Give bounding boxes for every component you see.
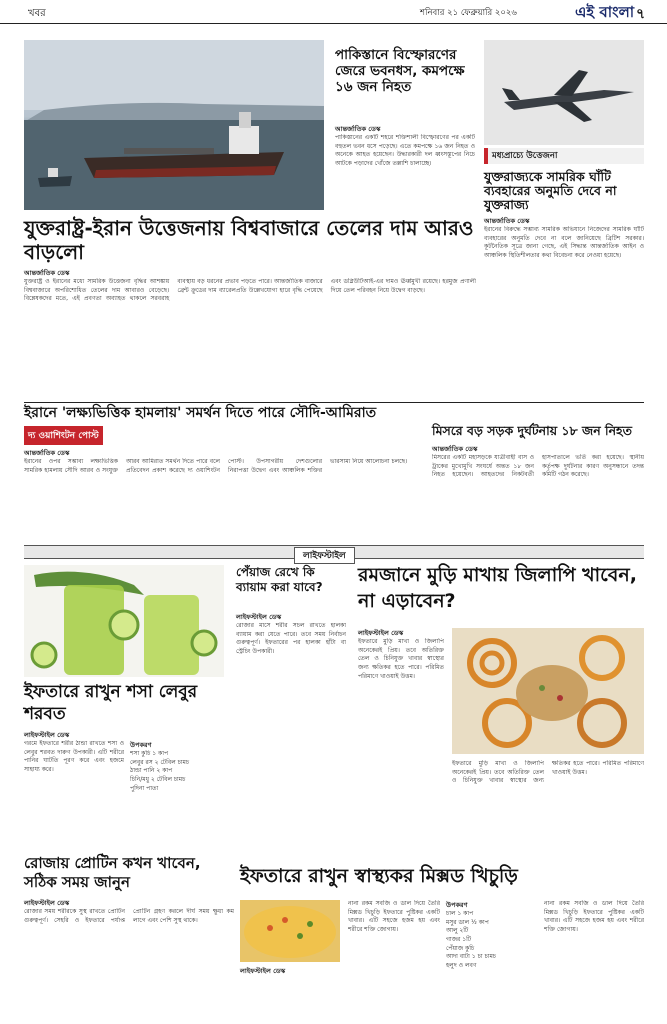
- jet-photo: [484, 40, 644, 145]
- ship-icon: [24, 40, 324, 210]
- fighter-jet-icon: [484, 40, 644, 145]
- story8-body-cont: ইফতারে মুড়ি মাখা ও জিলাপি অনেকেরই প্রিয়। তবে অতিরিক্ত তেল ও চিনিযুক্ত খাবার স্বাস্থ্যের জন্য ক্ষতিকর হতে পারে। পরিমিত পরিমাণে খাওয়াই উত্তম।: [452, 760, 644, 785]
- drink-glass-icon: [24, 565, 224, 677]
- issue-date: শনিবার ২১ ফেব্রুয়ারি ২০২৬: [420, 8, 517, 18]
- story9-headline: রোজায় প্রোটিন কখন খাবেন, সঠিক সময় জানুন: [24, 854, 201, 892]
- divider: [24, 402, 644, 403]
- section-label: খবর: [28, 8, 46, 19]
- brand-logo: এই বাংলা: [575, 3, 635, 21]
- khichuri-bowl-icon: [240, 900, 340, 962]
- lifestyle-section-bar: [24, 545, 644, 559]
- story4-byline: আন্তর্জাতিক ডেস্ক: [24, 449, 70, 457]
- story4-body: ইরানের ওপর সম্ভাব্য লক্ষ্যভিত্তিক সামরিক হামলায় সৌদি আরব ও সংযুক্ত আরব আমিরাত সমর্থন দিতে পারে বলে প্রতিবেদন প্রকাশ করেছে দ্য ওয়াশিংটন পোস্ট। উপসাগরীয় দেশগুলোর নিরাপত্তা উদ্বেগ এবং আঞ্চলিক শক্তির ভারসাম্য নিয়ে আলোচনা চলছে।: [24, 458, 408, 474]
- story10-ingredients-title: উপকরণ: [446, 901, 468, 909]
- story3-byline: আন্তর্জাতিক ডেস্ক: [484, 217, 530, 225]
- story8-byline: লাইফস্টাইল ডেস্ক: [358, 629, 404, 637]
- story9-body: রোজার সময় শরীরকে সুস্থ রাখতে প্রোটিন গুরুত্বপূর্ণ। সেহরি ও ইফতারে পর্যাপ্ত প্রোটিন গ্রহণ করলে দীর্ঘ সময় ক্ষুধা কম লাগে এবং পেশি সুস্থ থাকে।: [24, 908, 234, 924]
- story10-byline: লাইফস্টাইল ডেস্ক: [240, 967, 286, 975]
- list-item: গাজর ১টি: [446, 936, 472, 944]
- story3-headline: যুক্তরাজ্যকে সামরিক ঘাঁটি ব্যবহারের অনুমতি দেবে না যুক্তরাজ্য: [484, 169, 617, 212]
- story3-tag-text: মধ্যপ্রাচ্যে উত্তেজনা: [492, 151, 558, 161]
- story5-byline: আন্তর্জাতিক ডেস্ক: [432, 445, 478, 453]
- list-item: আলু ২টি: [446, 927, 469, 935]
- list-item: চিনি/মধু ২ টেবিল চামচ: [130, 776, 186, 784]
- jilapi-icon: [452, 628, 644, 754]
- list-item: পেঁয়াজ কুচি: [446, 944, 475, 952]
- source-badge: দ্য ওয়াশিংটন পোস্ট: [24, 426, 103, 445]
- story3-body: ইরানের বিরুদ্ধে সম্ভাব্য সামরিক অভিযানে নিজেদের সামরিক ঘাঁটি ব্যবহারের অনুমতি দেবে না বলে জানিয়েছে ব্রিটিশ সরকার। কূটনৈতিক সূত্রে জানা গেছে, এই সিদ্ধান্ত আন্তর্জাতিক আইন ও আঞ্চলিক স্থিতিশীলতার কথা বিবেচনা করে নেওয়া হয়েছে।: [484, 226, 644, 260]
- story4-headline: ইরানে 'লক্ষ্যভিত্তিক হামলায়' সমর্থন দিতে পারে সৌদি-আমিরাত: [24, 405, 377, 421]
- story7-body: রোজার মাসে শরীর সচল রাখতে হালকা ব্যায়াম করা যেতে পারে। তবে সময় নির্বাচন গুরুত্বপূর্ণ। ইফতারের পর হালকা হাঁটা বা স্ট্রেচিং উপকারী।: [236, 622, 346, 656]
- story7-headline: পেঁয়াজ রেখে কি ব্যায়াম করা যাবে?: [236, 565, 323, 594]
- story3-tag: [484, 148, 644, 164]
- story6-ingredients: [130, 750, 230, 840]
- story8-body: ইফতারে মুড়ি মাখা ও জিলাপি অনেকেরই প্রিয়। তবে অতিরিক্ত তেল ও চিনিযুক্ত খাবার স্বাস্থ্যের জন্য ক্ষতিকর হতে পারে। পরিমিত পরিমাণে খাওয়াই উত্তম।: [358, 638, 444, 680]
- story8-headline: রমজানে মুড়ি মাখায় জিলাপি খাবেন, না এড়াবেন?: [358, 564, 637, 612]
- list-item: আদা বাটা ১ চা চামচ: [446, 953, 497, 961]
- story5-body: মিসরের একটি মহাসড়কে যাত্রীবাহী বাস ও ট্রাকের মুখোমুখি সংঘর্ষে অন্তত ১৮ জন নিহত হয়েছেন। আহতদের নিকটবর্তী হাসপাতালে ভর্তি করা হয়েছে। স্থানীয় কর্তৃপক্ষ দুর্ঘটনার কারণ অনুসন্ধানে তদন্ত কমিটি গঠন করেছে।: [432, 454, 644, 479]
- khichuri-photo: [240, 900, 340, 962]
- story1-body: যুক্তরাষ্ট্র ও ইরানের মধ্যে সামরিক উত্তেজনা বৃদ্ধির আশঙ্কায় বিশ্ববাজারে অপরিশোধিত তেলের দাম আবারও বেড়েছে। বিশ্লেষকদের মতে, এই প্রবণতা অব্যাহত থাকলে সরবরাহ ব্যবস্থায় বড় ধরনের প্রভাব পড়তে পারে। আন্তর্জাতিক বাজারে ব্রেন্ট ক্রুডের দাম ব্যারেলপ্রতি উল্লেখযোগ্য হারে বৃদ্ধি পেয়েছে এবং ডব্লিউটিআই-এর দামও ঊর্ধ্বমুখী রয়েছে। হরমুজ প্রণালী দিয়ে তেল পরিবহন নিয়ে উদ্বেগ বাড়ছে।: [24, 278, 476, 303]
- story10-body: নানা রকম সবজি ও ডাল দিয়ে তৈরি মিক্সড খিচুড়ি ইফতারে পুষ্টিকর একটি খাবার। এটি সহজে হজম হয় এবং শরীরে শক্তি জোগায়।: [348, 900, 440, 934]
- story1-byline: আন্তর্জাতিক ডেস্ক: [24, 269, 70, 277]
- story9-byline: লাইফস্টাইল ডেস্ক: [24, 899, 70, 907]
- list-item: চাল ১ কাপ: [446, 910, 474, 917]
- story7-byline: লাইফস্টাইল ডেস্ক: [236, 613, 282, 621]
- story5-headline: মিসরে বড় সড়ক দুর্ঘটনায় ১৮ জন নিহত: [432, 423, 632, 438]
- page-header: [0, 0, 667, 24]
- story2-headline: পাকিস্তানে বিস্ফোরণের জেরে ভবনধস, কমপক্ষে ১৬ জন নিহত: [335, 47, 465, 95]
- story2-byline: আন্তর্জাতিক ডেস্ক: [335, 125, 381, 133]
- story6-headline: ইফতারে রাখুন শসা লেবুর শরবত: [24, 682, 198, 724]
- story1-headline: যুক্তরাষ্ট্র-ইরান উত্তেজনায় বিশ্ববাজারে তেলের দাম আরও বাড়লো: [24, 216, 474, 264]
- story10-body-cont: নানা রকম সবজি ও ডাল দিয়ে তৈরি মিক্সড খিচুড়ি ইফতারে পুষ্টিকর একটি খাবার। এটি সহজে হজম হয় এবং শরীরে শক্তি জোগায়।: [544, 900, 644, 934]
- story6-ingredients-title: উপকরণ: [130, 741, 152, 749]
- story10-headline: ইফতারে রাখুন স্বাস্থ্যকর মিক্সড খিচুড়ি: [240, 865, 518, 887]
- story6-byline: লাইফস্টাইল ডেস্ক: [24, 731, 70, 739]
- tanker-photo: [24, 40, 324, 210]
- page-number: ৭: [636, 6, 646, 22]
- story2-body: পাকিস্তানের একটি শহরে শক্তিশালী বিস্ফোরণের পর একটি বহুতল ভবন ধসে পড়েছে। এতে কমপক্ষে ১৬ জন নিহত ও অনেকে আহত হয়েছেন। উদ্ধারকারী দল ধ্বংসস্তূপের নিচে আটকে পড়াদের খোঁজে তল্লাশি চালাচ্ছে।: [335, 134, 475, 168]
- list-item: ঠান্ডা পানি ২ কাপ: [130, 767, 173, 775]
- lifestyle-label: লাইফস্টাইল: [294, 547, 355, 564]
- list-item: মসুর ডাল ½ কাপ: [446, 918, 489, 926]
- story6-body: গরমে ইফতারে শরীর ঠান্ডা রাখতে শসা ও লেবুর শরবত দারুণ উপকারী। এটি শরীরে পানির ঘাটতি পূরণ করে এবং হজমে সাহায্য করে।: [24, 740, 124, 774]
- jilapi-photo: [452, 628, 644, 754]
- cucumber-drink-photo: [24, 565, 224, 677]
- list-item: লেবুর রস ২ টেবিল চামচ: [130, 758, 190, 766]
- list-item: পুদিনা পাতা: [130, 784, 159, 792]
- story10-ingredients: [446, 910, 536, 1016]
- list-item: শসা কুচি ১ কাপ: [130, 750, 169, 757]
- list-item: হলুদ ও লবণ: [446, 962, 477, 970]
